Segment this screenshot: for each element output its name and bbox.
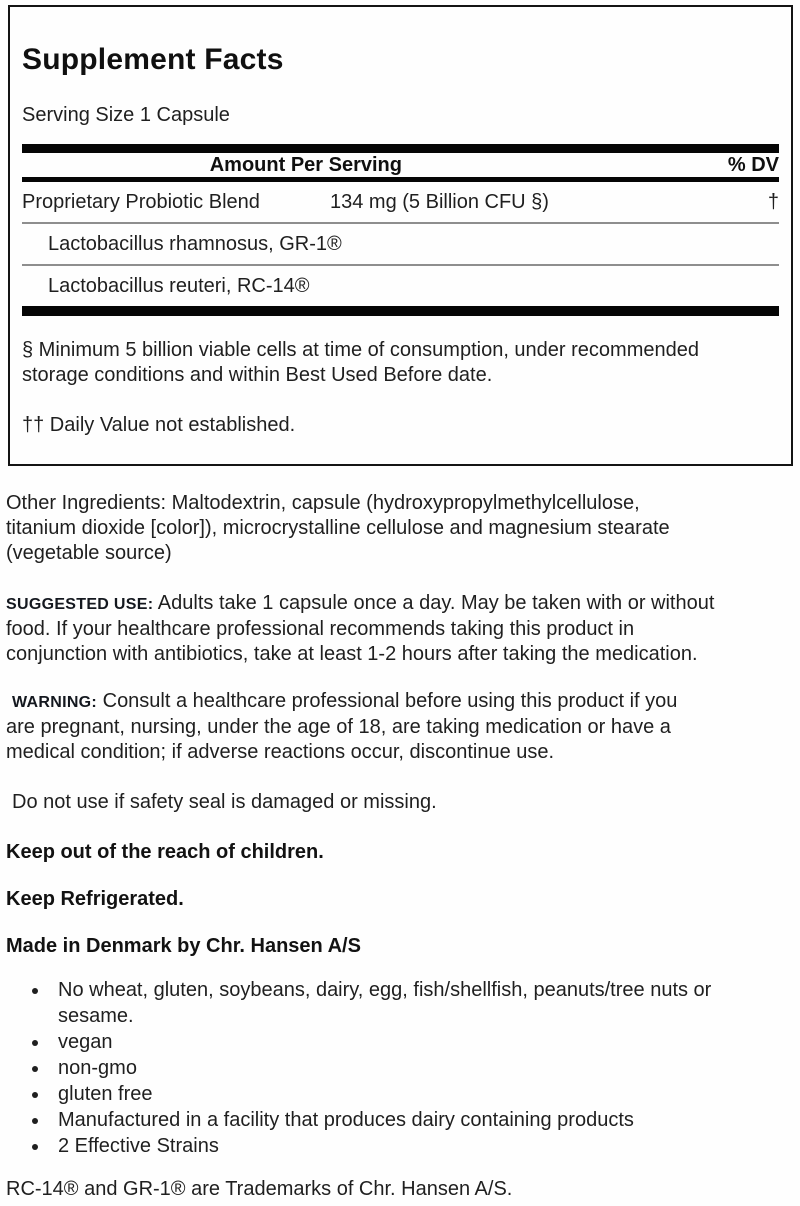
text-line: • 2 Effective Strains xyxy=(58,1135,219,1157)
nutrient-row-rhamnosus xyxy=(22,224,779,264)
text-line: medical condition; if adverse reactions occur, discontinue use. xyxy=(6,741,555,763)
nutrient-name: Lactobacillus rhamnosus, GR-1® xyxy=(48,232,342,255)
feature-item-facility xyxy=(50,1107,790,1133)
footnote-daily-value xyxy=(22,413,779,438)
text-line: conjunction with antibiotics, take at least 1-2 hours after taking the medication. xyxy=(6,643,698,665)
keep-refrigerated-note: Keep Refrigerated. xyxy=(6,888,184,910)
text-line xyxy=(6,689,790,715)
text-line: Consult a healthcare professional before using this product if you xyxy=(97,690,678,712)
text-line: • Manufactured in a facility that produces dairy containing products xyxy=(58,1109,634,1131)
facts-header-row xyxy=(22,153,779,177)
column-header-amount: Amount Per Serving xyxy=(209,153,402,176)
text-line: Other Ingredients: Maltodextrin, capsule (hydroxypropylmethylcellulose, xyxy=(6,492,640,514)
text-line: titanium dioxide [color]), microcrystalline cellulose and magnesium stearate xyxy=(6,517,670,539)
warning xyxy=(6,689,790,765)
feature-item-gluten-free xyxy=(50,1081,790,1107)
keep-children-note: Keep out of the reach of children. xyxy=(6,841,324,863)
nutrient-name: Proprietary Probiotic Blend xyxy=(22,190,260,213)
nutrient-row-blend xyxy=(22,182,779,222)
thick-divider-top xyxy=(22,144,779,153)
trademark-note: RC-14® and GR-1® are Trademarks of Chr. Hansen A/S. xyxy=(6,1178,513,1200)
text-line: • non-gmo xyxy=(58,1057,137,1079)
safety-seal-note: Do not use if safety seal is damaged or missing. xyxy=(12,791,437,813)
text-line: • vegan xyxy=(58,1031,113,1053)
supplement-facts-panel xyxy=(8,5,793,466)
text-line: Adults take 1 capsule once a day. May be taken with or without xyxy=(153,592,715,614)
text-line: (vegetable source) xyxy=(6,542,172,564)
feature-list xyxy=(6,977,790,1159)
made-in-note: Made in Denmark by Chr. Hansen A/S xyxy=(6,935,361,957)
serving-size: Serving Size 1 Capsule xyxy=(22,104,230,126)
text-line: storage conditions and within Best Used Before date. xyxy=(22,364,493,386)
feature-item-allergens xyxy=(50,977,790,1029)
text-line: food. If your healthcare professional recommends taking this product in xyxy=(6,618,635,640)
feature-item-non-gmo xyxy=(50,1055,790,1081)
text-line: are pregnant, nursing, under the age of 18, are taking medication or have a xyxy=(6,716,671,738)
label-body-copy xyxy=(0,491,800,1202)
column-header-dv: % DV xyxy=(727,153,779,176)
suggested-use-label: SUGGESTED USE: xyxy=(6,596,154,613)
text-line: § Minimum 5 billion viable cells at time of consumption, under recommended xyxy=(22,339,699,361)
other-ingredients xyxy=(6,491,790,566)
text-line: †† Daily Value not established. xyxy=(22,414,296,436)
warning-label: WARNING: xyxy=(12,694,98,711)
text-line xyxy=(6,591,790,617)
nutrient-name: Lactobacillus reuteri, RC-14® xyxy=(48,274,310,297)
footnote-viable-cells xyxy=(22,338,779,388)
nutrient-amount: 134 mg (5 Billion CFU §) xyxy=(330,190,549,213)
feature-item-vegan xyxy=(50,1029,790,1055)
nutrient-row-reuteri xyxy=(22,266,779,306)
text-line: • No wheat, gluten, soybeans, dairy, egg, fish/shellfish, peanuts/tree nuts or xyxy=(58,979,712,1001)
nutrient-dv: † xyxy=(767,190,779,213)
feature-item-strains xyxy=(50,1133,790,1159)
text-line: • gluten free xyxy=(58,1083,153,1105)
suggested-use xyxy=(6,591,790,667)
thick-divider-bottom xyxy=(22,306,779,316)
panel-title: Supplement Facts xyxy=(22,43,284,76)
text-line: sesame. xyxy=(58,1005,134,1027)
